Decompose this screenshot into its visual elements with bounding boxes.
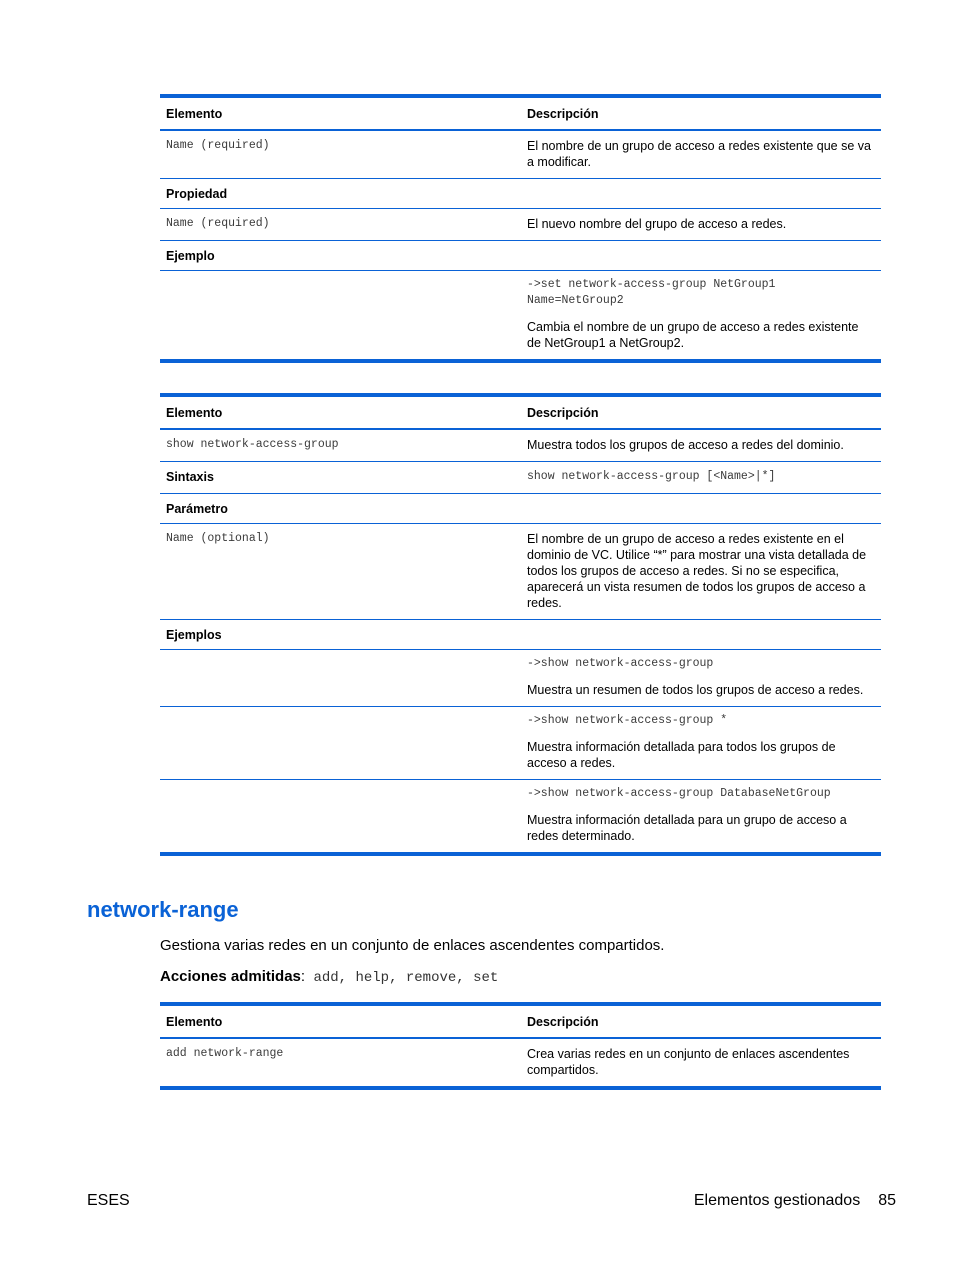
- supported-actions-list: add, help, remove, set: [305, 970, 499, 986]
- page-number: 85: [878, 1192, 896, 1209]
- table-row: [160, 209, 881, 241]
- element-cell: show network-access-group: [160, 429, 521, 462]
- syntax-code: show network-access-group [<Name>|*]: [521, 462, 881, 494]
- example-code: ->show network-access-group DatabaseNetGroup: [527, 787, 831, 800]
- table-row: [160, 707, 881, 780]
- table-row: [160, 429, 881, 462]
- section-intro: Gestiona varias redes en un conjunto de enlaces ascendentes compartidos.: [160, 937, 665, 954]
- table-row: [160, 271, 881, 362]
- table-row: [160, 1038, 881, 1088]
- description-cell: Muestra todos los grupos de acceso a redes del dominio.: [521, 429, 881, 462]
- description-cell: Crea varias redes en un conjunto de enlaces ascendentes compartidos.: [521, 1038, 881, 1088]
- section-label-example: Ejemplo: [160, 241, 521, 271]
- column-header-element: Elemento: [160, 96, 521, 130]
- example-description: Muestra información detallada para todos los grupos de acceso a redes.: [527, 740, 836, 770]
- network-range-table: [160, 1002, 881, 1090]
- syntax-label: Sintaxis: [160, 462, 521, 494]
- table-row: [160, 130, 881, 179]
- example-code: ->set network-access-group NetGroup1 Name=NetGroup2: [527, 278, 776, 307]
- table-row: [160, 650, 881, 707]
- set-network-access-group-table: [160, 94, 881, 363]
- table-row: [160, 524, 881, 620]
- footer-locale: ESES: [87, 1192, 130, 1209]
- supported-actions: [160, 968, 498, 986]
- section-row: [160, 620, 881, 650]
- section-row: [160, 494, 881, 524]
- table-row: [160, 462, 881, 494]
- supported-actions-colon: :: [300, 968, 306, 985]
- example-description: Muestra un resumen de todos los grupos de acceso a redes.: [527, 683, 864, 697]
- column-header-description: Descripción: [521, 1004, 881, 1038]
- element-cell: Name (required): [160, 130, 521, 179]
- section-label-examples: Ejemplos: [160, 620, 521, 650]
- element-cell: Name (optional): [160, 524, 521, 620]
- column-header-description: Descripción: [521, 96, 881, 130]
- section-title: network-range: [87, 897, 239, 922]
- section-label-property: Propiedad: [160, 179, 521, 209]
- description-cell: El nombre de un grupo de acceso a redes existente en el dominio de VC. Utilice “*” para mostrar una vista detallada de todos los grupos de acceso a redes. Si no se especifica, aparecerá un vista resumen de todos los grupos de acceso a redes.: [521, 524, 881, 620]
- footer-chapter: [694, 1192, 896, 1210]
- description-cell: El nuevo nombre del grupo de acceso a redes.: [521, 209, 881, 241]
- footer-chapter-title: Elementos gestionados: [693, 1192, 861, 1209]
- example-description: Muestra información detallada para un grupo de acceso a redes determinado.: [527, 813, 847, 843]
- table-row: [160, 780, 881, 855]
- element-cell: add network-range: [160, 1038, 521, 1088]
- supported-actions-label: Acciones admitidas: [160, 968, 301, 985]
- description-cell: El nombre de un grupo de acceso a redes existente que se va a modificar.: [521, 130, 881, 179]
- column-header-element: Elemento: [160, 395, 521, 429]
- example-description: Cambia el nombre de un grupo de acceso a redes existente de NetGroup1 a NetGroup2.: [527, 320, 859, 350]
- show-network-access-group-table: [160, 393, 881, 856]
- section-label-parameter: Parámetro: [160, 494, 521, 524]
- section-row: [160, 241, 881, 271]
- element-cell: Name (required): [160, 209, 521, 241]
- section-row: [160, 179, 881, 209]
- column-header-element: Elemento: [160, 1004, 521, 1038]
- column-header-description: Descripción: [521, 395, 881, 429]
- example-code: ->show network-access-group *: [527, 714, 728, 727]
- example-code: ->show network-access-group: [527, 657, 714, 670]
